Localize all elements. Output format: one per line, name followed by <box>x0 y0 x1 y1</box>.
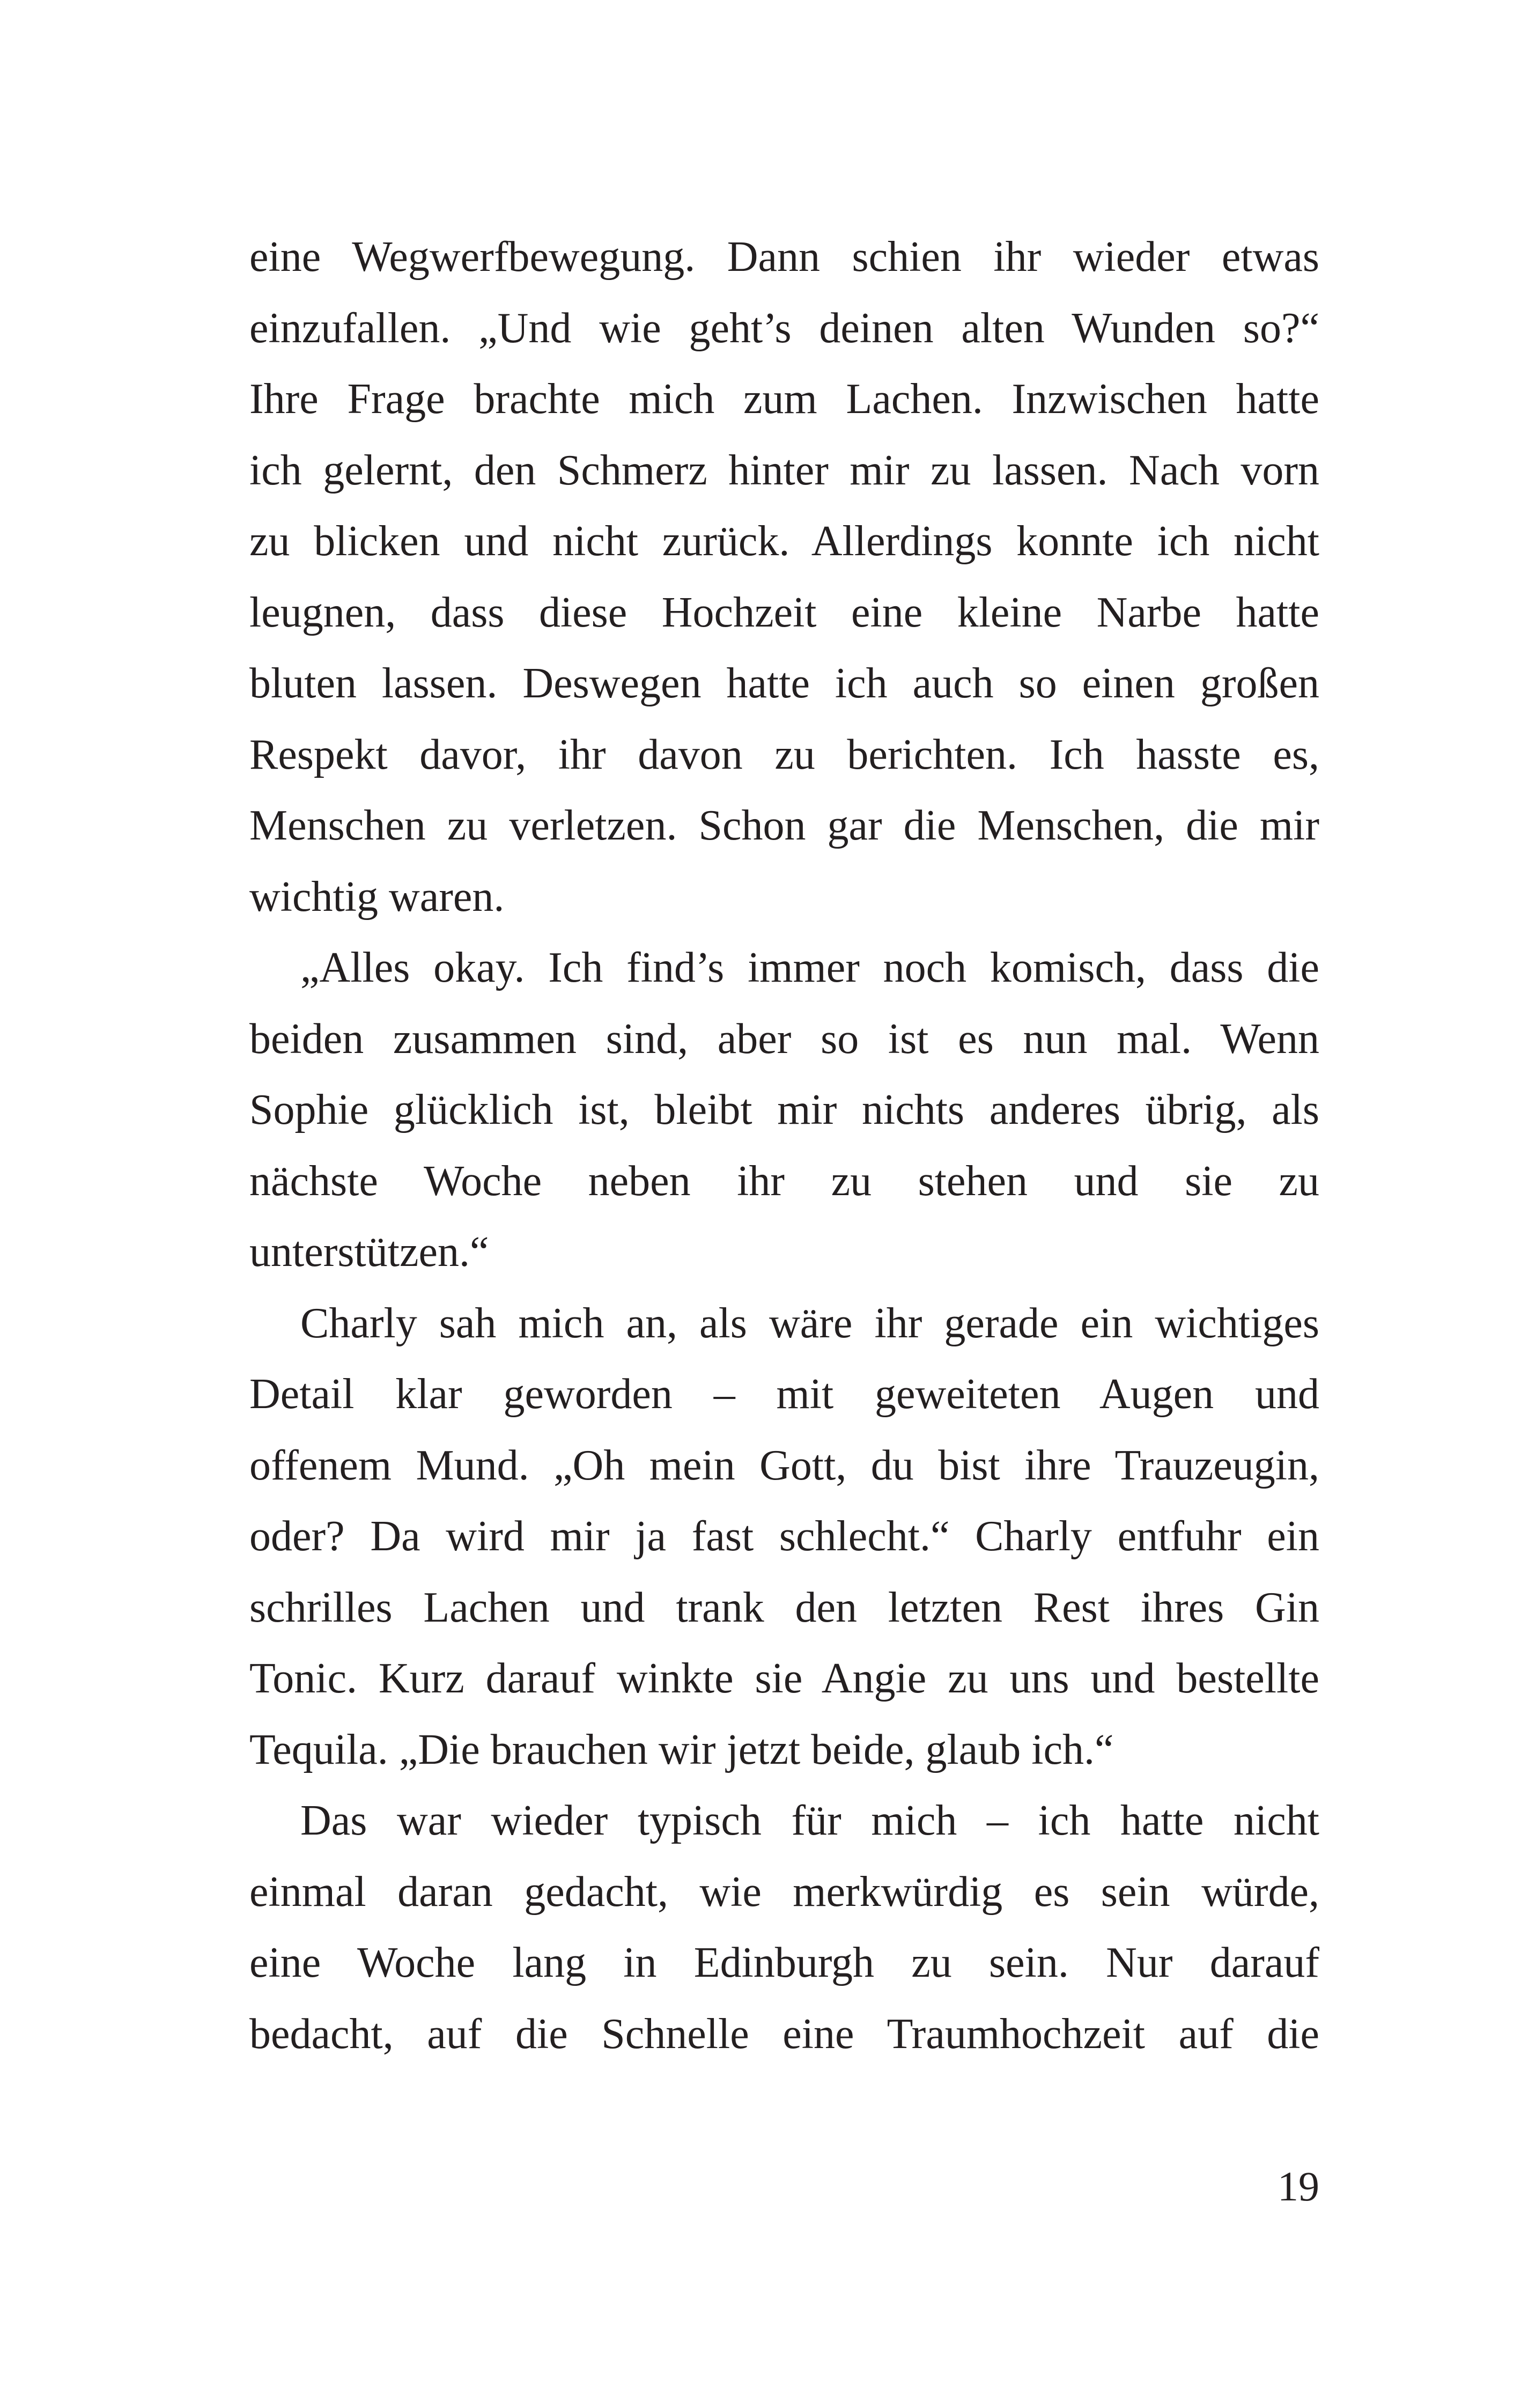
text-line: bedacht, auf die Schnelle eine Traumhochzeit auf die <box>249 2010 1319 2058</box>
text-line: Ihre Frage brachte mich zum Lachen. Inzwischen hatte <box>249 375 1319 423</box>
text-line: einzufallen. „Und wie geht’s deinen alten Wunden so?“ <box>249 304 1319 352</box>
text-line: eine Wegwerfbewegung. Dann schien ihr wieder etwas <box>249 233 1319 281</box>
text-line: schrilles Lachen und trank den letzten Rest ihres Gin <box>249 1584 1319 1631</box>
text-line: Charly sah mich an, als wäre ihr gerade ein wichtiges <box>300 1299 1319 1347</box>
text-line: Respekt davor, ihr davon zu berichten. Ich hasste es, <box>249 731 1319 778</box>
text-line: Tonic. Kurz darauf winkte sie Angie zu uns und bestellte <box>249 1655 1319 1702</box>
text-line: Tequila. „Die brauchen wir jetzt beide, glaub ich.“ <box>249 1726 1114 1773</box>
text-line: zu blicken und nicht zurück. Allerdings konnte ich nicht <box>249 518 1319 565</box>
text-line: nächste Woche neben ihr zu stehen und sie zu <box>249 1157 1319 1205</box>
text-line: offenem Mund. „Oh mein Gott, du bist ihre Trauzeugin, <box>249 1441 1319 1489</box>
page-number: 19 <box>1278 2163 1319 2210</box>
text-line: Sophie glücklich ist, bleibt mir nichts anderes übrig, als <box>249 1086 1319 1133</box>
text-line: ich gelernt, den Schmerz hinter mir zu lassen. Nach vorn <box>249 446 1319 494</box>
body-text <box>249 222 1319 2070</box>
text-line: einmal daran gedacht, wie merkwürdig es sein würde, <box>249 1868 1319 1916</box>
text-line: „Alles okay. Ich find’s immer noch komisch, dass die <box>300 944 1319 991</box>
text-line: leugnen, dass diese Hochzeit eine kleine Narbe hatte <box>249 588 1319 636</box>
text-line: eine Woche lang in Edinburgh zu sein. Nur darauf <box>249 1939 1319 1986</box>
text-line: Menschen zu verletzen. Schon gar die Menschen, die mir <box>249 802 1319 849</box>
text-line: Detail klar geworden – mit geweiteten Augen und <box>249 1371 1319 1418</box>
text-line: beiden zusammen sind, aber so ist es nun mal. Wenn <box>249 1015 1319 1063</box>
text-line: oder? Da wird mir ja fast schlecht.“ Charly entfuhr ein <box>249 1513 1319 1560</box>
text-line: wichtig waren. <box>249 873 505 921</box>
text-line: bluten lassen. Deswegen hatte ich auch so einen großen <box>249 660 1319 707</box>
text-line: unterstützen.“ <box>249 1228 489 1276</box>
text-line: Das war wieder typisch für mich – ich hatte nicht <box>300 1797 1319 1844</box>
